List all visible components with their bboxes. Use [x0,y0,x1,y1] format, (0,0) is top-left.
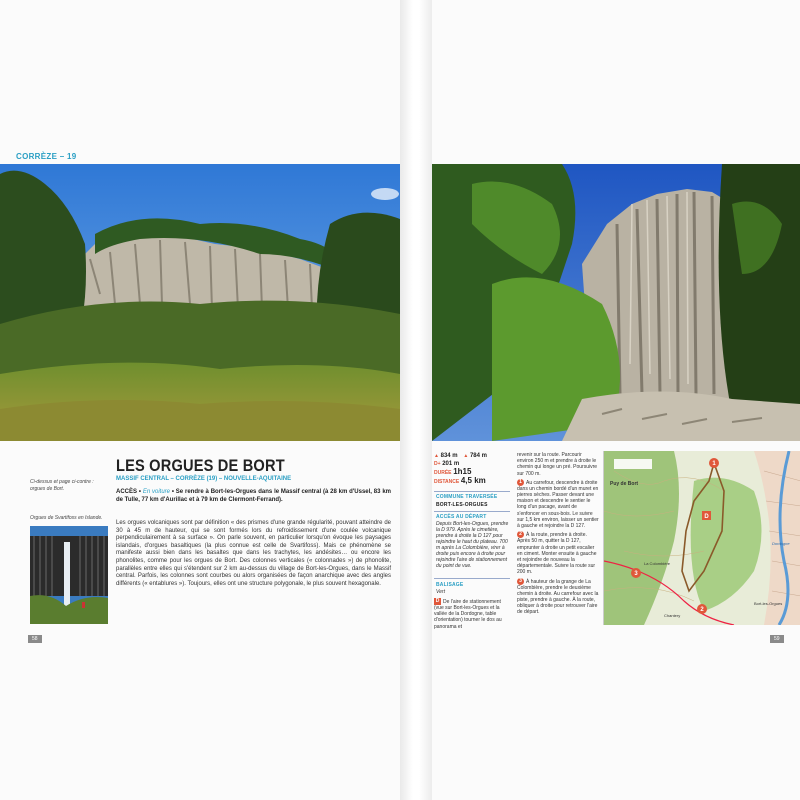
page-title: LES ORGUES DE BORT [116,456,285,475]
divider [434,491,510,492]
commune-title: COMMUNE TRAVERSÉE [436,494,498,500]
altitude-max-icon: ▲ [434,453,439,459]
step-3-marker: 3 [517,578,524,585]
map-label-chantery: Chantery [664,613,681,618]
map-label-puy: Puy de Bort [610,481,639,487]
svartifoss-photo [30,526,108,624]
step-d [434,598,512,630]
book-gutter [400,0,432,800]
altitude-min-icon: ▲ [463,453,469,459]
distance-label: DISTANCE [434,479,460,485]
body-text: Les orgues volcaniques sont par définition « des prismes d'une grande régularité, pouvant atteindre de 30 à 45 m de hauteur, qui se sont formés lors du refroidissement d'une coulée volcanique perpendiculairement à sa surface ». On parle souvent, en particulier lorsqu'on évoque les paysages islandais, d'orgues basaltiques (la plus connue est celle de Svartifoss). Mais ce phénomène se manifeste aussi bien dans les basaltes que dans les trachytes, les andésites… ou encore les phonolites, comme pour les orgues de Bort. Des colonnes verticales (« colonnades ») de phonolite, parallèles entre elles qui s'étendent sur 2 km au-dessus du village de Bort-les-Orgues, dans le Massif central. Parfois, les colonnes sont courbes ou alors organisées de façon anarchique avec des angles différents (« entablures »). Toujours, elles ont une structure polygonale, le plus souvent hexagonale. [116,520,391,587]
route-column [517,452,599,616]
elevation-gain-label: D+ [434,461,441,467]
acces-car-label: En voiture [142,489,171,495]
svg-text:2: 2 [700,607,704,613]
hike-stats [434,452,518,486]
elevation-gain-row [434,460,518,468]
acces-text: • Se rendre à Bort-les-Orgues dans le Massif central (à 28 km d'Ussel, 83 km de Tulle, 77 km d'Aurillac et à 79 km de Clermont-Ferrand). [116,489,391,503]
main-photo-caption: Ci-dessus et page ci-contre : orgues de Bort. [30,479,94,492]
distance-row [434,477,518,486]
orgues-photo-right [432,164,800,441]
svg-text:D: D [704,514,709,520]
depart-title: ACCÈS AU DÉPART [436,514,487,520]
page-number-right: 59 [770,635,784,643]
elevation-gain-value: 201 m [442,461,460,467]
inset-photo-caption: Orgues de Svartifoss en Islande. [30,515,103,521]
page-number-left: 58 [28,635,42,643]
step-1-text: Au carrefour, descendre à droite dans un chemin bordé d'un muret en pierres sèches. Passer devant une maison et descendre le sentier le long d'un pacage, avant de s'enfoncer en sous-bois. Le suivre sur 1,5 km environ, laisser un sentier à gauche et rejoindre la D 127. [517,479,599,530]
duration-value: 1h15 [453,467,472,476]
balisage-title: BALISAGE [436,582,464,588]
acces-paragraph [116,489,391,504]
acces-label: ACCÈS • [116,489,141,495]
step-3 [517,578,599,616]
route-intro: revenir sur la route. Parcourir environ 250 m et prendre à droite le chemin qui longe un pré. Poursuivre sur 700 m. [517,452,598,477]
altitude-row [434,452,518,460]
duration-label: DURÉE [434,470,452,476]
step-d-text: De l'aire de stationnement (vue sur Bort-les-Orgues et la vallée de la Dordogne, table d'orientation) tourner le dos au panorama et [434,598,502,630]
altitude-min-value: 784 m [469,453,487,459]
map-label-colombiere: La Colombière [644,561,671,566]
commune-value: BORT-LES-ORGUES [436,502,488,508]
orgues-photo-left [0,164,400,441]
map-label-dordogne: Dordogne [772,541,790,546]
step-d-marker: D [435,598,440,604]
route-map [603,451,800,625]
divider [434,578,510,579]
map-label-town: Bort-les-Orgues [754,601,783,606]
balisage-value: Vert [436,589,445,595]
step-3-text: À hauteur de la grange de La Colombière, prendre le deuxième chemin à droite. Au carrefour avec la piste, prendre à gauche. À la route, obliquer à droite pour retrouver l'aire de départ. [517,578,599,616]
page-subtitle: MASSIF CENTRAL – CORRÈZE (19) – NOUVELLE-AQUITAINE [116,476,292,482]
divider [434,511,510,512]
step-2-text: À la route, prendre à droite. Après 50 m, quitter la D 127, emprunter à droite un petit escalier en ciment. Monter ensuite à gauche et rejoindre de nouveau la départementale. Suivre la route sur 200 m. [517,532,597,576]
svg-text:3: 3 [634,571,638,577]
altitude-max-value: 834 m [440,453,458,459]
step-1-marker: 1 [517,479,524,486]
svg-text:1: 1 [712,461,716,467]
depart-text: Depuis Bort-les-Orgues, prendre la D 979. Après le cimetière, prendre à droite la D 127 pour rejoindre le haut du plateau. 700 m après La Colombière, virer à droite puis encore à droite pour rejoindre l'aire de stationnement du point de vue. [436,521,509,569]
section-label: CORRÈZE – 19 [16,152,77,161]
step-2-marker: 2 [517,531,524,538]
distance-value: 4,5 km [460,476,486,485]
step-1 [517,479,599,529]
step-2 [517,531,599,575]
